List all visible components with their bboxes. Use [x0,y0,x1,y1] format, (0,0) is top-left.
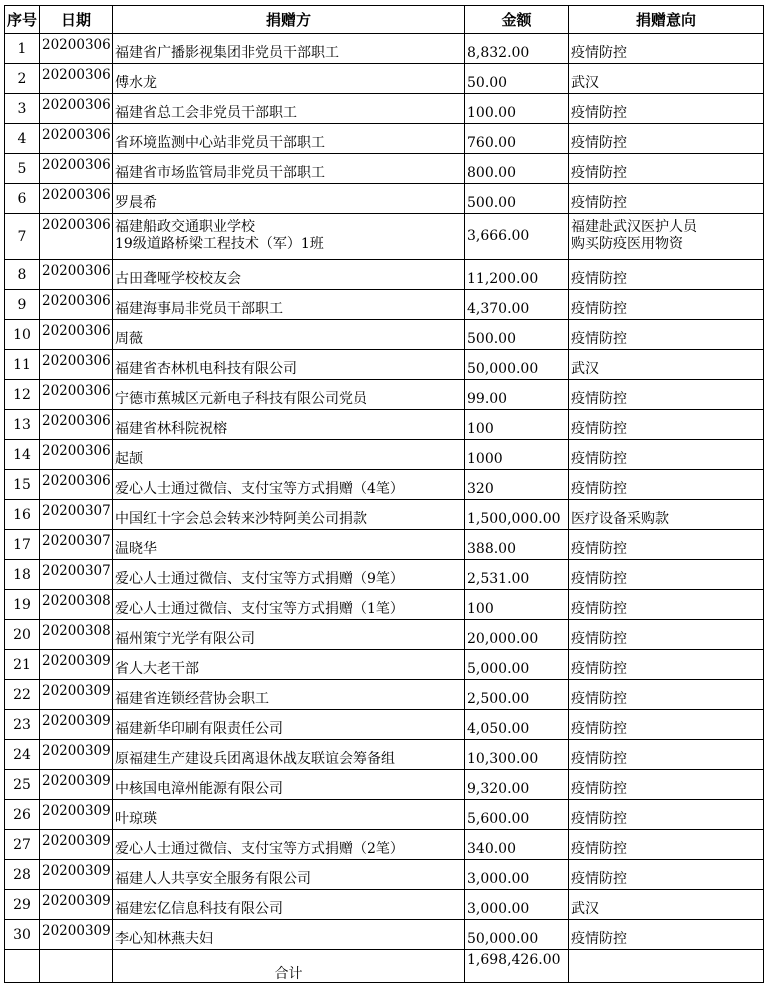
header-date: 日期 [40,6,113,34]
cell-purpose: 疫情防控 [569,154,764,184]
cell-amount: 8,832.00 [465,34,569,64]
cell-amount: 50,000.00 [465,350,569,380]
cell-no: 5 [5,154,40,184]
cell-no: 12 [5,380,40,410]
cell-date: 20200308 [40,590,113,620]
cell-donor: 起颉 [113,440,465,470]
cell-donor: 宁德市蕉城区元新电子科技有限公司党员 [113,380,465,410]
table-row [5,650,764,680]
table-row [5,920,764,950]
cell-date: 20200309 [40,860,113,890]
total-row [5,950,764,983]
cell-donor: 古田聋哑学校校友会 [113,260,465,290]
cell-no: 25 [5,770,40,800]
table-row [5,260,764,290]
cell-date: 20200307 [40,500,113,530]
cell-amount: 500.00 [465,184,569,214]
cell-amount: 1000 [465,440,569,470]
cell-amount: 5,000.00 [465,650,569,680]
cell-purpose: 疫情防控 [569,290,764,320]
cell-date: 20200306 [40,320,113,350]
cell-no: 16 [5,500,40,530]
table-row [5,860,764,890]
table-row [5,440,764,470]
cell-amount: 100 [465,410,569,440]
cell-purpose: 疫情防控 [569,34,764,64]
cell-donor: 李心知林燕夫妇 [113,920,465,950]
cell-donor: 福建省总工会非党员干部职工 [113,94,465,124]
table-header-row [5,6,764,34]
cell-purpose: 医疗设备采购款 [569,500,764,530]
table-row [5,214,764,260]
cell-no: 14 [5,440,40,470]
cell-no: 3 [5,94,40,124]
cell-donor: 福州策宁光学有限公司 [113,620,465,650]
cell-amount: 3,000.00 [465,890,569,920]
cell-date: 20200306 [40,214,113,260]
cell-date: 20200309 [40,740,113,770]
cell-purpose: 疫情防控 [569,94,764,124]
cell-amount: 760.00 [465,124,569,154]
cell-donor: 叶琼瑛 [113,800,465,830]
cell-purpose: 疫情防控 [569,260,764,290]
cell-date: 20200309 [40,650,113,680]
table-row [5,470,764,500]
table-row [5,34,764,64]
cell-date: 20200306 [40,410,113,440]
cell-no: 9 [5,290,40,320]
table-body [5,34,764,983]
cell-donor: 福建省杏林机电科技有限公司 [113,350,465,380]
table-row [5,64,764,94]
cell-amount: 99.00 [465,380,569,410]
table-row [5,680,764,710]
cell-donor [113,214,465,260]
cell-no: 24 [5,740,40,770]
cell-date: 20200307 [40,560,113,590]
cell-date: 20200309 [40,800,113,830]
cell-amount: 800.00 [465,154,569,184]
cell-donor: 福建新华印刷有限责任公司 [113,710,465,740]
cell-amount: 1,500,000.00 [465,500,569,530]
cell-donor: 福建省林科院祝榕 [113,410,465,440]
cell-amount: 3,666.00 [465,214,569,260]
cell-date: 20200309 [40,920,113,950]
cell-date: 20200306 [40,94,113,124]
cell-purpose [569,214,764,260]
header-purpose: 捐赠意向 [569,6,764,34]
donor-line: 福建船政交通职业学校 [115,218,255,235]
cell-purpose: 疫情防控 [569,560,764,590]
cell-no: 19 [5,590,40,620]
header-amount: 金额 [465,6,569,34]
cell-donor: 福建宏亿信息科技有限公司 [113,890,465,920]
cell-no: 2 [5,64,40,94]
cell-amount: 100 [465,590,569,620]
cell-no: 23 [5,710,40,740]
cell-date: 20200306 [40,184,113,214]
table-row [5,290,764,320]
cell-donor: 中核国电漳州能源有限公司 [113,770,465,800]
cell-purpose: 疫情防控 [569,410,764,440]
cell-amount: 5,600.00 [465,800,569,830]
cell-donor: 爱心人士通过微信、支付宝等方式捐赠（4笔） [113,470,465,500]
cell-date: 20200306 [40,470,113,500]
cell-no: 13 [5,410,40,440]
cell-amount: 320 [465,470,569,500]
cell-donor: 省人大老干部 [113,650,465,680]
cell-amount: 50.00 [465,64,569,94]
cell-purpose: 疫情防控 [569,470,764,500]
cell-amount: 4,370.00 [465,290,569,320]
cell-no: 18 [5,560,40,590]
cell-donor: 罗晨希 [113,184,465,214]
cell-date: 20200306 [40,260,113,290]
cell-purpose: 疫情防控 [569,184,764,214]
cell-amount: 11,200.00 [465,260,569,290]
cell-amount: 50,000.00 [465,920,569,950]
cell-donor: 爱心人士通过微信、支付宝等方式捐赠（1笔） [113,590,465,620]
cell-donor: 原福建生产建设兵团离退休战友联谊会筹备组 [113,740,465,770]
cell-no: 8 [5,260,40,290]
cell-no: 26 [5,800,40,830]
cell-amount: 2,531.00 [465,560,569,590]
cell-no: 15 [5,470,40,500]
cell-amount: 100.00 [465,94,569,124]
cell-amount: 340.00 [465,830,569,860]
cell-purpose: 疫情防控 [569,124,764,154]
cell-date: 20200306 [40,380,113,410]
cell-date: 20200306 [40,124,113,154]
cell-date: 20200306 [40,154,113,184]
total-amount: 1,698,426.00 [465,950,569,983]
total-empty-cell [5,950,40,983]
table-row [5,410,764,440]
cell-no: 17 [5,530,40,560]
cell-no: 6 [5,184,40,214]
cell-donor: 福建省广播影视集团非党员干部职工 [113,34,465,64]
cell-no: 29 [5,890,40,920]
table-row [5,184,764,214]
cell-donor: 爱心人士通过微信、支付宝等方式捐赠（9笔） [113,560,465,590]
table-row [5,350,764,380]
cell-purpose: 疫情防控 [569,770,764,800]
cell-no: 27 [5,830,40,860]
table-row [5,94,764,124]
purpose-line: 福建赴武汉医护人员 [571,218,697,235]
cell-date: 20200309 [40,770,113,800]
cell-donor: 中国红十字会总会转来沙特阿美公司捐款 [113,500,465,530]
cell-donor: 省环境监测中心站非党员干部职工 [113,124,465,154]
cell-donor: 福建海事局非党员干部职工 [113,290,465,320]
cell-no: 1 [5,34,40,64]
cell-purpose: 疫情防控 [569,440,764,470]
cell-amount: 9,320.00 [465,770,569,800]
cell-purpose: 武汉 [569,350,764,380]
cell-purpose: 疫情防控 [569,860,764,890]
cell-date: 20200307 [40,530,113,560]
cell-date: 20200306 [40,64,113,94]
cell-no: 20 [5,620,40,650]
cell-purpose: 疫情防控 [569,830,764,860]
cell-donor: 福建人人共享安全服务有限公司 [113,860,465,890]
cell-purpose: 武汉 [569,64,764,94]
cell-purpose: 疫情防控 [569,530,764,560]
cell-no: 11 [5,350,40,380]
header-no: 序号 [5,6,40,34]
cell-date: 20200308 [40,620,113,650]
donation-table [4,5,764,983]
cell-amount: 388.00 [465,530,569,560]
table-row [5,740,764,770]
cell-no: 28 [5,860,40,890]
cell-purpose: 疫情防控 [569,800,764,830]
cell-amount: 4,050.00 [465,710,569,740]
cell-purpose: 疫情防控 [569,680,764,710]
cell-purpose: 疫情防控 [569,710,764,740]
cell-no: 7 [5,214,40,260]
table-row [5,500,764,530]
cell-amount: 20,000.00 [465,620,569,650]
purpose-line: 购买防疫医用物资 [571,235,683,252]
cell-no: 4 [5,124,40,154]
cell-donor: 傅水龙 [113,64,465,94]
table-row [5,770,764,800]
cell-purpose: 疫情防控 [569,740,764,770]
cell-no: 21 [5,650,40,680]
cell-purpose: 疫情防控 [569,650,764,680]
table-row [5,530,764,560]
cell-date: 20200306 [40,290,113,320]
cell-purpose: 武汉 [569,890,764,920]
header-donor: 捐赠方 [113,6,465,34]
cell-donor: 温晓华 [113,530,465,560]
cell-donor: 福建省市场监管局非党员干部职工 [113,154,465,184]
table-row [5,560,764,590]
cell-purpose: 疫情防控 [569,380,764,410]
table-row [5,320,764,350]
cell-date: 20200306 [40,34,113,64]
table-row [5,800,764,830]
total-empty-cell [569,950,764,983]
table-row [5,620,764,650]
table-row [5,710,764,740]
table-row [5,590,764,620]
cell-donor: 周薇 [113,320,465,350]
cell-donor: 福建省连锁经营协会职工 [113,680,465,710]
table-row [5,380,764,410]
cell-amount: 2,500.00 [465,680,569,710]
cell-date: 20200306 [40,350,113,380]
total-empty-cell [40,950,113,983]
cell-date: 20200306 [40,440,113,470]
cell-purpose: 疫情防控 [569,920,764,950]
cell-date: 20200309 [40,890,113,920]
cell-purpose: 疫情防控 [569,320,764,350]
table-row [5,890,764,920]
table-row [5,830,764,860]
total-label: 合计 [113,950,465,983]
cell-purpose: 疫情防控 [569,620,764,650]
cell-date: 20200309 [40,830,113,860]
cell-date: 20200309 [40,710,113,740]
cell-date: 20200309 [40,680,113,710]
cell-no: 30 [5,920,40,950]
cell-donor: 爱心人士通过微信、支付宝等方式捐赠（2笔） [113,830,465,860]
cell-purpose: 疫情防控 [569,590,764,620]
cell-amount: 10,300.00 [465,740,569,770]
table-row [5,124,764,154]
donor-line: 19级道路桥梁工程技术（军）1班 [115,235,324,252]
cell-amount: 500.00 [465,320,569,350]
table-row [5,154,764,184]
cell-no: 10 [5,320,40,350]
cell-amount: 3,000.00 [465,860,569,890]
cell-no: 22 [5,680,40,710]
